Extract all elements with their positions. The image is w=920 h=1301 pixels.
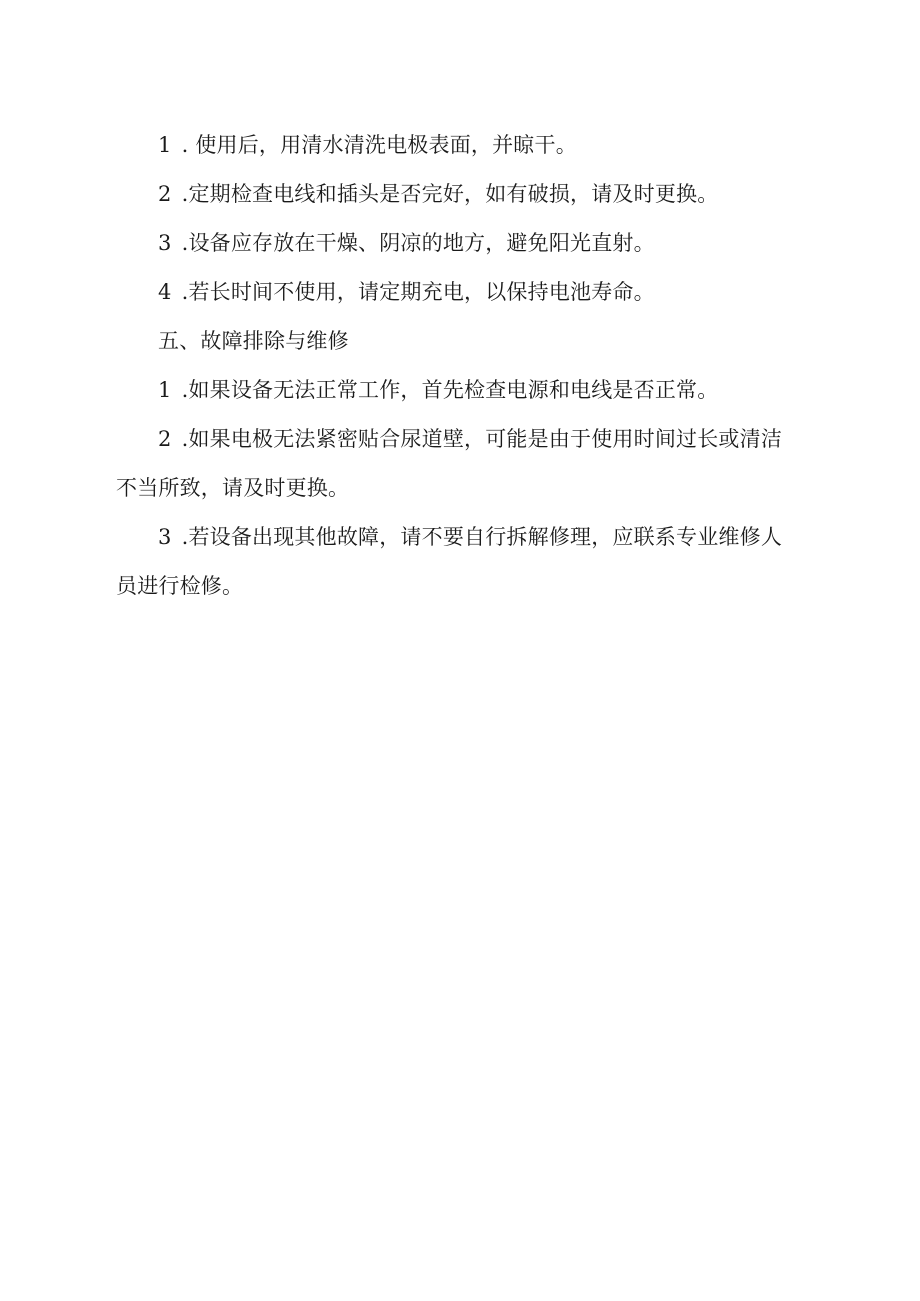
document-body: [116, 121, 796, 611]
item-number: 1: [158, 378, 172, 402]
item-text: .如果电极无法紧密贴合尿道壁，可能是由于使用时间过长或清洁不当所致，请及时更换。: [116, 427, 783, 500]
section-heading: [116, 317, 796, 366]
troubleshoot-item-1: [116, 366, 796, 415]
item-number: 1: [158, 133, 172, 157]
item-number: 3: [158, 231, 172, 255]
troubleshoot-item-2: [116, 415, 796, 513]
maintenance-item-1: [116, 121, 796, 170]
maintenance-item-3: [116, 219, 796, 268]
item-number: 2: [158, 427, 172, 451]
item-text: . 使用后，用清水清洗电极表面，并晾干。: [181, 133, 577, 157]
item-text: .定期检查电线和插头是否完好，如有破损，请及时更换。: [181, 182, 719, 206]
item-text: .若长时间不使用，请定期充电，以保持电池寿命。: [181, 280, 655, 304]
section-heading-text: 五、故障排除与维修: [158, 329, 349, 353]
maintenance-item-4: [116, 268, 796, 317]
maintenance-item-2: [116, 170, 796, 219]
item-number: 4: [158, 280, 172, 304]
item-text: .如果设备无法正常工作，首先检查电源和电线是否正常。: [181, 378, 719, 402]
item-number: 2: [158, 182, 172, 206]
item-number: 3: [158, 525, 172, 549]
item-text: .若设备出现其他故障，请不要自行拆解修理，应联系专业维修人员进行检修。: [116, 525, 783, 598]
item-text: .设备应存放在干燥、阴凉的地方，避免阳光直射。: [181, 231, 655, 255]
troubleshoot-item-3: [116, 513, 796, 611]
